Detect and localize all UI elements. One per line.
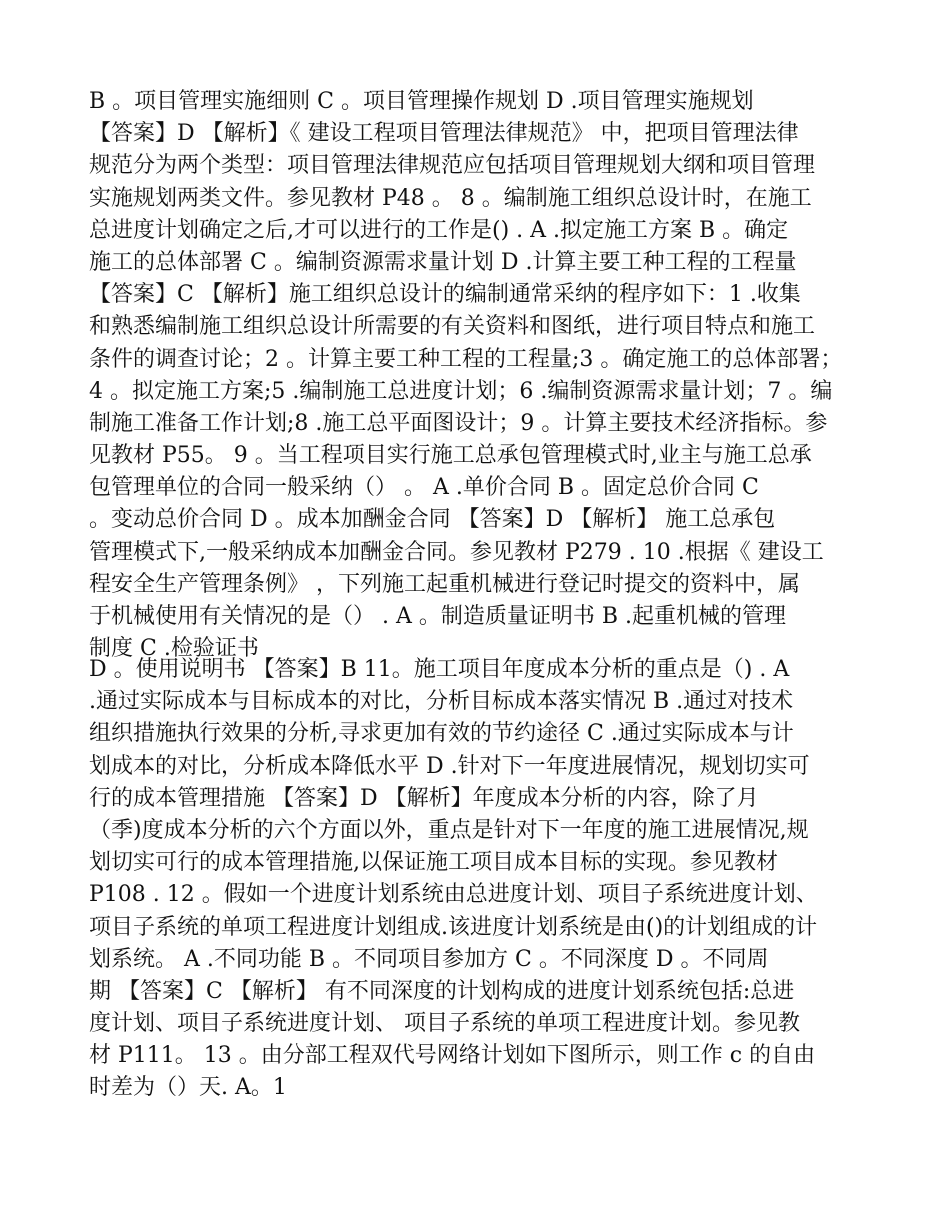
text-line: 总进度计划确定之后,才可以进行的工作是() . A .拟定施工方案 B 。确定 [89,217,789,243]
text-line: 制度 C .检验证书 [89,636,259,662]
text-line: P108 . 12 。假如一个进度计划系统由总进度计划、项目子系统进度计划、 [89,882,818,908]
text-line: 包管理单位的合同一般采纳（） 。 A .单价合同 B 。固定总价合同 C [89,475,759,501]
text-line: 时差为（）天. A。1 [89,1075,287,1101]
text-line: 项目子系统的单项工程进度计划组成.该进度计划系统是由()的计划组成的计 [89,914,818,940]
text-line: 施工的总体部署 C 。编制资源需求量计划 D .计算主要工种工程的工程量 [89,249,797,275]
text-line: （季)度成本分析的六个方面以外，重点是针对下一年度的施工进展情况,规 [89,817,809,843]
text-line: D 。使用说明书 【答案】B 11。施工项目年度成本分析的重点是（) . A [89,657,790,682]
text-line: 程安全生产管理条例》 ，下列施工起重机械进行登记时提交的资料中，属 [89,571,800,597]
text-line: 4 。拟定施工方案;5 .编制施工总进度计划；6 .编制资源需求量计划；7 。编 [89,378,833,404]
text-line: 和熟悉编制施工组织总设计所需要的有关资料和图纸，进行项目特点和施工 [89,314,816,340]
text-line: 制施工准备工作计划;8 .施工总平面图设计；9 。计算主要技术经济指标。参 [89,410,828,436]
text-line: 。变动总价合同 D 。成本加酬金合同 【答案】D 【解析】 施工总承包 [89,507,776,533]
text-line: 期 【答案】C 【解析】 有不同深度的计划构成的进度计划系统包括:总进 [89,978,795,1004]
text-line: 实施规划两类文件。参见教材 P48 。 8 。编制施工组织总设计时，在施工 [89,185,812,211]
text-line: 管理模式下,一般采纳成本加酬金合同。参见教材 P279 . 10 .根据《 建设工 [89,539,824,565]
text-line: 行的成本管理措施 【答案】D 【解析】年度成本分析的内容，除了月 [89,785,759,811]
text-line: 度计划、项目子系统进度计划、 项目子系统的单项工程进度计划。参见教 [89,1011,800,1037]
text-line: 划切实可行的成本管理措施,以保证施工项目成本目标的实现。参见教材 [89,850,778,876]
text-line: 【答案】C 【解析】施工组织总设计的编制通常采纳的程序如下：1 .收集 [89,282,801,308]
text-line: 划成本的对比，分析成本降低水平 D .针对下一年度进展情况，规划切实可 [89,753,810,779]
text-line: 划系统。 A .不同功能 B 。不同项目参加方 C 。不同深度 D 。不同周 [89,946,769,972]
text-line: 条件的调查讨论；2 。计算主要工种工程的工程量;3 。确定施工的总体部署； [89,346,843,372]
text-line: 材 P111。 13 。由分部工程双代号网络计划如下图所示，则工作 c 的自由 [89,1043,816,1069]
paragraph [89,654,865,1105]
text-line: 见教材 P55。 9 。当工程项目实行施工总承包管理模式时,业主与施工总承 [89,443,812,469]
text-line: B 。项目管理实施细则 C 。项目管理操作规划 D .项目管理实施规划 [89,89,754,114]
paragraph [89,86,865,665]
text-line: 组织措施执行效果的分析,寻求更加有效的节约途径 C .通过实际成本与计 [89,721,794,747]
text-line: 【答案】D 【解析】《 建设工程项目管理法律规范》 中，把项目管理法律 [89,121,799,147]
text-line: .通过实际成本与目标成本的对比，分析目标成本落实情况 B .通过对技术 [89,689,794,715]
text-line: 于机械使用有关情况的是（） . A 。制造质量证明书 B .起重机械的管理 [89,604,787,629]
text-line: 规范分为两个类型：项目管理法律规范应包括项目管理规划大纲和项目管理 [89,153,816,179]
